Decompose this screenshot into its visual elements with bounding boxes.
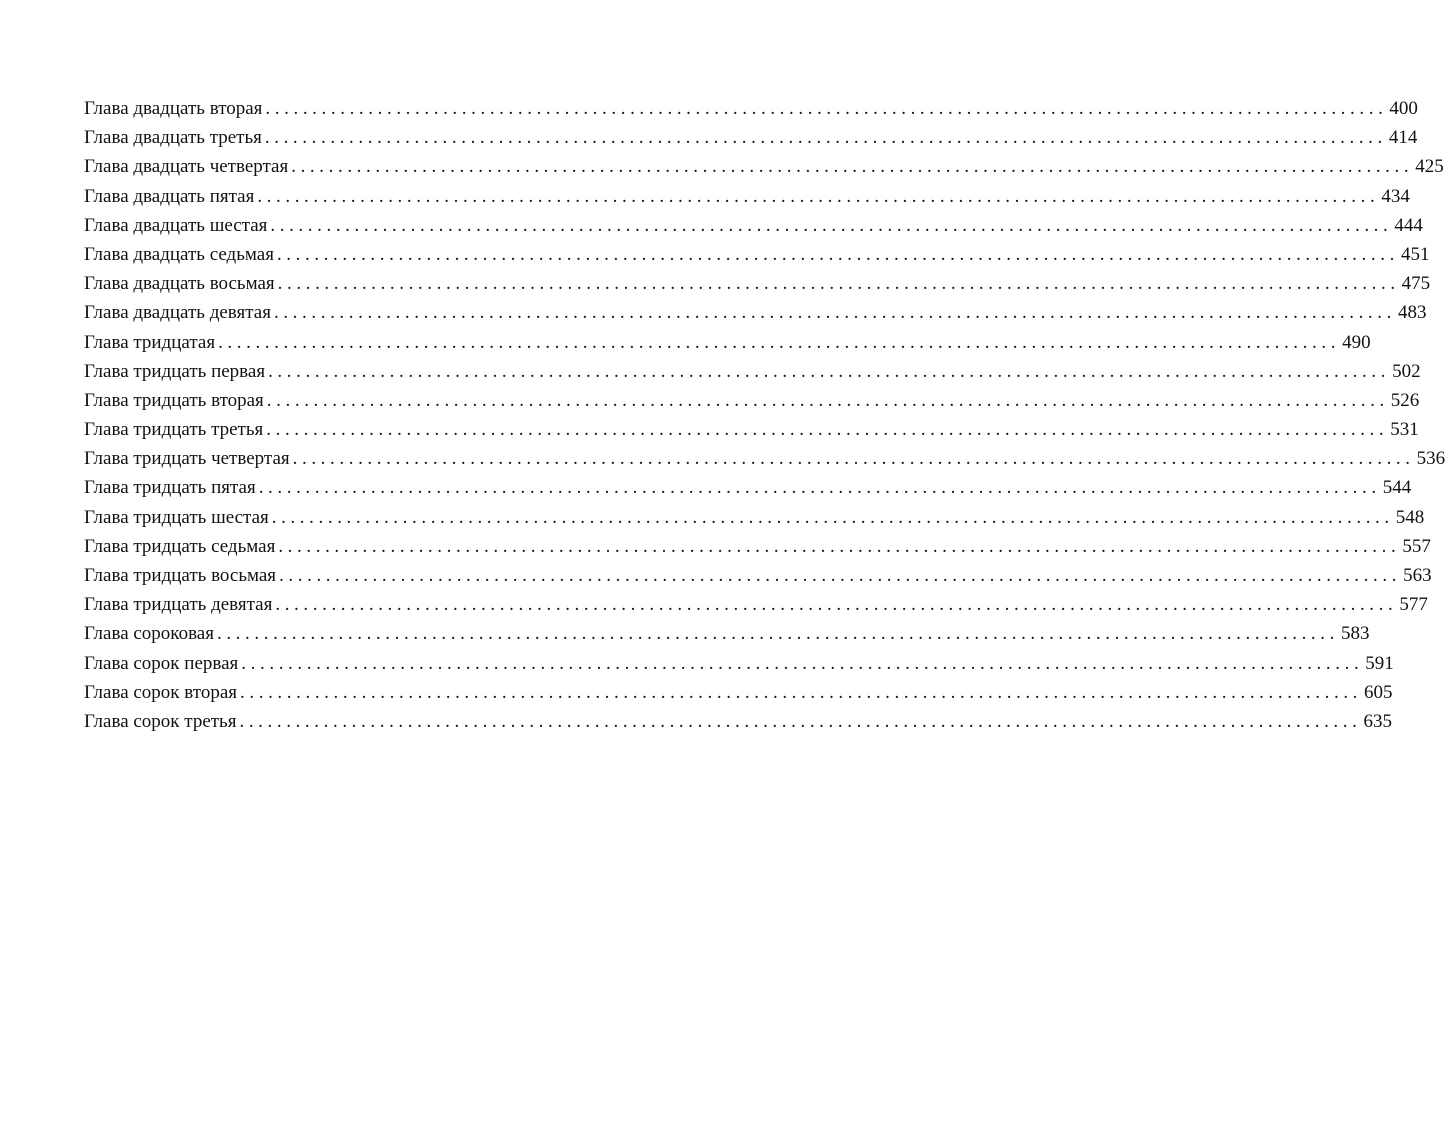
toc-entry-title: Глава тридцать седьмая	[84, 535, 276, 557]
dot-leader: ........................................................................................................................	[271, 506, 1394, 528]
toc-entry-title: Глава сорок вторая	[84, 681, 238, 703]
toc-entry[interactable]	[84, 503, 1425, 532]
dot-leader: ........................................................................................................................	[241, 652, 1364, 674]
dot-leader: ........................................................................................................................	[266, 389, 1389, 411]
toc-entry-title: Глава сороковая	[84, 623, 214, 645]
toc-entry-title: Глава двадцать третья	[84, 127, 262, 149]
dot-leader: ........................................................................................................................	[216, 623, 1339, 645]
dot-leader: ........................................................................................................................	[266, 419, 1389, 441]
toc-entry[interactable]	[84, 152, 1444, 181]
toc-entry-page: 605	[1364, 681, 1393, 703]
dot-leader: ........................................................................................................................	[275, 594, 1398, 616]
toc-entry[interactable]	[84, 649, 1394, 678]
toc-entry[interactable]	[84, 532, 1431, 561]
toc-entry[interactable]	[84, 269, 1431, 298]
toc-entry-title: Глава двадцать вторая	[84, 98, 263, 119]
dot-leader: ........................................................................................................................	[273, 302, 1396, 324]
toc-entry[interactable]	[84, 444, 1445, 473]
toc-entry-title: Глава тридцать вторая	[84, 389, 264, 411]
dot-leader: ........................................................................................................................	[277, 273, 1400, 295]
toc-entry-title: Глава двадцать шестая	[84, 214, 268, 236]
toc-entry[interactable]	[84, 707, 1392, 736]
toc-entry-page: 591	[1365, 652, 1394, 674]
toc-entry-page: 544	[1382, 477, 1412, 499]
toc-entry[interactable]	[84, 298, 1427, 327]
toc-entry-page: 577	[1399, 594, 1428, 616]
toc-entry[interactable]	[84, 357, 1421, 386]
dot-leader: ........................................................................................................................	[279, 565, 1402, 586]
toc-entry-page: 526	[1390, 389, 1420, 411]
dot-leader: ........................................................................................................................	[264, 127, 1387, 149]
toc-entry-title: Глава двадцать девятая	[84, 302, 271, 324]
toc-entry[interactable]	[84, 123, 1418, 152]
toc-entry-title: Глава тридцать шестая	[84, 506, 269, 528]
toc-entry-page: 548	[1395, 506, 1425, 528]
toc-entry-page: 536	[1416, 448, 1445, 470]
toc-entry-page: 475	[1401, 273, 1431, 295]
toc-entry-page: 635	[1363, 710, 1392, 732]
toc-entry[interactable]	[84, 473, 1412, 502]
toc-entry[interactable]	[84, 561, 1432, 590]
dot-leader: ........................................................................................................................	[240, 681, 1363, 703]
dot-leader: ........................................................................................................................	[239, 710, 1362, 732]
toc-entry[interactable]	[84, 619, 1370, 648]
toc-entry-title: Глава тридцать девятая	[84, 594, 273, 616]
dot-leader: ........................................................................................................................	[278, 535, 1401, 557]
toc-entry[interactable]	[84, 240, 1430, 269]
dot-leader: ........................................................................................................................	[276, 243, 1399, 265]
toc-entry-title: Глава тридцать четвертая	[84, 448, 290, 470]
toc-entry[interactable]	[84, 211, 1423, 240]
toc-entry-title: Глава сорок третья	[84, 710, 237, 732]
toc-entry-page: 531	[1390, 419, 1419, 441]
dot-leader: ........................................................................................................................	[292, 448, 1415, 470]
toc-entry-title: Глава тридцать пятая	[84, 477, 256, 499]
toc-entry-title: Глава сорок первая	[84, 652, 239, 674]
toc-entry-page: 490	[1342, 331, 1371, 353]
toc-entry[interactable]	[84, 386, 1420, 415]
dot-leader: ........................................................................................................................	[257, 185, 1380, 207]
toc-entry-title: Глава тридцать третья	[84, 419, 264, 441]
toc-entry-title: Глава тридцать восьмая	[84, 565, 277, 586]
toc-entry-title: Глава двадцать четвертая	[84, 156, 289, 178]
toc-entry-page: 451	[1400, 243, 1430, 265]
dot-leader: ........................................................................................................................	[268, 360, 1391, 382]
toc-entry[interactable]	[84, 678, 1393, 707]
toc-entry-page: 425	[1415, 156, 1444, 178]
toc-entry[interactable]	[84, 415, 1419, 444]
toc-entry-title: Глава двадцать пятая	[84, 185, 255, 207]
toc-entry-page: 400	[1389, 98, 1418, 119]
dot-leader: ........................................................................................................................	[270, 214, 1393, 236]
toc-entry-page: 557	[1402, 535, 1431, 557]
toc-entry[interactable]	[84, 328, 1371, 357]
toc-entry-title: Глава тридцатая	[84, 331, 216, 353]
toc-entry-page: 434	[1381, 185, 1410, 207]
dot-leader: ........................................................................................................................	[291, 156, 1414, 178]
toc-entry-title: Глава тридцать первая	[84, 360, 266, 382]
toc-entry-page: 414	[1388, 127, 1418, 149]
toc-entry[interactable]	[84, 590, 1428, 619]
toc-entry-page: 483	[1397, 302, 1427, 324]
toc-entry[interactable]	[84, 94, 1418, 123]
dot-leader: ........................................................................................................................	[258, 477, 1381, 499]
toc-entry-page: 444	[1394, 214, 1423, 236]
toc-entry-page: 502	[1392, 360, 1421, 382]
toc-entry-page: 583	[1340, 623, 1370, 645]
dot-leader: ........................................................................................................................	[218, 331, 1341, 353]
table-of-contents	[84, 94, 1445, 736]
toc-entry-title: Глава двадцать седьмая	[84, 243, 274, 265]
toc-entry-title: Глава двадцать восьмая	[84, 273, 275, 295]
toc-entry[interactable]	[84, 182, 1410, 211]
dot-leader: ........................................................................................................................	[265, 98, 1388, 119]
toc-entry-page: 563	[1403, 565, 1432, 586]
